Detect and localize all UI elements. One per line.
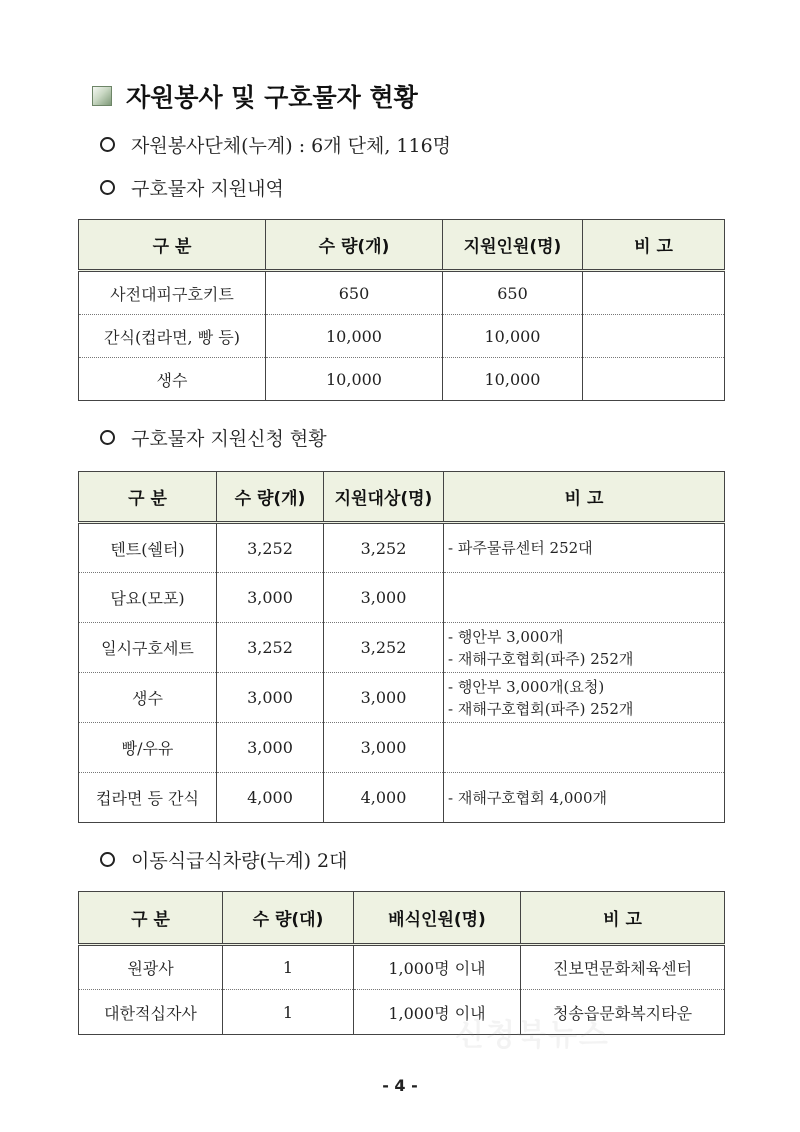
circle-bullet-icon [100,137,115,152]
header-cell: 지원인원(명) [443,220,583,271]
header-cell: 구 분 [79,472,217,523]
note-cell: 청송읍문화복지타운 [521,990,725,1035]
circle-bullet-icon [100,180,115,195]
supply-table-header [79,220,725,271]
table-row [79,723,725,773]
header-cell: 비 고 [583,220,725,271]
bullet-supply-text: 구호물자 지원내역 [131,178,284,200]
note-cell [583,358,725,401]
item-cell: 텐트(쉘터) [79,523,217,573]
table-row [79,315,725,358]
note-cell [444,623,725,673]
item-cell: 생수 [79,358,266,401]
bullet-supply [100,174,284,201]
qty-cell: 3,000 [217,723,324,773]
note-line: - 행안부 3,000개(요청) [448,677,605,696]
table-row [79,945,725,990]
item-cell: 사전대피구호키트 [79,271,266,315]
section-title-text: 자원봉사 및 구호물자 현황 [126,83,418,112]
watermark: 신청북뉴스 [455,1018,610,1053]
header-cell: 배식인원(명) [354,892,521,945]
header-cell: 비 고 [444,472,725,523]
table-row [79,773,725,823]
target-cell: 3,000 [324,573,444,623]
note-cell [583,315,725,358]
qty-cell: 1 [223,990,354,1035]
note-cell [444,773,725,823]
bullet-meal [100,846,348,873]
header-cell: 수 량(개) [266,220,443,271]
header-cell: 구 분 [79,892,223,945]
meal-table-header [79,892,725,945]
target-cell: 3,252 [324,623,444,673]
note-cell [583,271,725,315]
people-cell: 10,000 [443,358,583,401]
table-row [79,623,725,673]
header-cell: 지원대상(명) [324,472,444,523]
meal-vehicle-table [78,891,725,1035]
page-number: - 4 - [382,1076,418,1095]
people-cell: 10,000 [443,315,583,358]
header-cell: 수 량(대) [223,892,354,945]
bullet-volunteer-text: 자원봉사단체(누계) : 6개 단체, 116명 [131,135,452,157]
people-cell: 1,000명 이내 [354,945,521,990]
people-cell: 1,000명 이내 [354,990,521,1035]
item-cell: 컵라면 등 간식 [79,773,217,823]
table-row [79,523,725,573]
note-cell [444,723,725,773]
bullet-request [100,424,327,451]
header-cell: 수 량(개) [217,472,324,523]
circle-bullet-icon [100,430,115,445]
request-table [78,471,725,823]
qty-cell: 10,000 [266,358,443,401]
note-line: - 행안부 3,000개 [448,627,564,646]
item-cell: 일시구호세트 [79,623,217,673]
qty-cell: 3,252 [217,523,324,573]
qty-cell: 650 [266,271,443,315]
item-cell: 생수 [79,673,217,723]
item-cell: 담요(모포) [79,573,217,623]
table-row [79,673,725,723]
bullet-volunteer [100,131,451,158]
target-cell: 3,000 [324,723,444,773]
qty-cell: 3,000 [217,673,324,723]
bullet-meal-text: 이동식급식차량(누계) 2대 [131,850,348,872]
header-cell: 비 고 [521,892,725,945]
supply-table [78,219,725,401]
org-cell: 원광사 [79,945,223,990]
table-row [79,990,725,1035]
table-row [79,573,725,623]
note-cell [444,573,725,623]
qty-cell: 10,000 [266,315,443,358]
qty-cell: 3,000 [217,573,324,623]
target-cell: 3,252 [324,523,444,573]
target-cell: 4,000 [324,773,444,823]
note-line: - 재해구호협회(파주) 252개 [448,649,634,668]
qty-cell: 4,000 [217,773,324,823]
qty-cell: 1 [223,945,354,990]
bullet-request-text: 구호물자 지원신청 현황 [131,428,327,450]
note-line: - 재해구호협회 4,000개 [448,788,607,807]
section-title [92,78,418,114]
qty-cell: 3,252 [217,623,324,673]
target-cell: 3,000 [324,673,444,723]
note-cell: 진보면문화체육센터 [521,945,725,990]
square-bullet-icon [92,86,112,106]
request-table-header [79,472,725,523]
header-cell: 구 분 [79,220,266,271]
note-line: - 재해구호협회(파주) 252개 [448,699,634,718]
table-row [79,358,725,401]
table-row [79,271,725,315]
note-cell [444,673,725,723]
org-cell: 대한적십자사 [79,990,223,1035]
item-cell: 간식(컵라면, 빵 등) [79,315,266,358]
note-cell [444,523,725,573]
circle-bullet-icon [100,852,115,867]
note-line: - 파주물류센터 252대 [448,539,593,557]
item-cell: 빵/우유 [79,723,217,773]
people-cell: 650 [443,271,583,315]
